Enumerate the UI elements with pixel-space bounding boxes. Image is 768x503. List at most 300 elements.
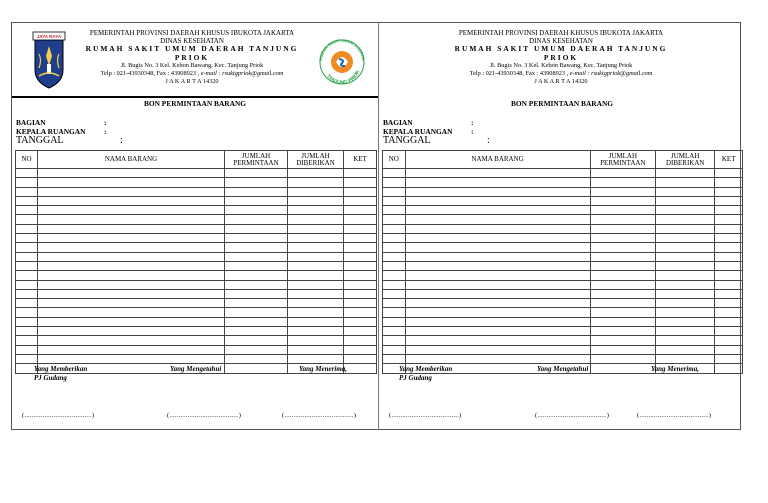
table-cell[interactable]: [656, 280, 715, 289]
table-cell[interactable]: [405, 271, 590, 280]
table-cell[interactable]: [38, 354, 225, 363]
table-cell[interactable]: [383, 169, 406, 178]
table-row: [16, 299, 377, 308]
table-cell[interactable]: [383, 336, 406, 345]
table-row: [16, 169, 377, 178]
table-cell[interactable]: [38, 187, 225, 196]
table-cell[interactable]: [225, 336, 288, 345]
table-cell[interactable]: [38, 252, 225, 261]
table-cell[interactable]: [16, 280, 38, 289]
table-cell[interactable]: [16, 178, 38, 187]
table-row: [383, 345, 743, 354]
table-cell[interactable]: [383, 224, 406, 233]
table-row: [383, 196, 743, 205]
table-cell[interactable]: [656, 178, 715, 187]
table-cell[interactable]: [344, 215, 377, 224]
table-cell[interactable]: [656, 215, 715, 224]
table-cell[interactable]: [405, 206, 590, 215]
table-cell[interactable]: [405, 345, 590, 354]
table-cell[interactable]: [383, 317, 406, 326]
table-cell[interactable]: [405, 280, 590, 289]
table-cell[interactable]: [344, 317, 377, 326]
table-cell[interactable]: [288, 243, 344, 252]
table-cell[interactable]: [344, 280, 377, 289]
table-cell[interactable]: [590, 364, 655, 373]
table-cell[interactable]: [344, 345, 377, 354]
table-cell[interactable]: [288, 271, 344, 280]
sig-giver: Yang Memberikan PJ Gudang: [34, 365, 88, 382]
dept-line: DINAS KESEHATAN: [160, 37, 224, 46]
table-cell[interactable]: [225, 178, 288, 187]
table-cell[interactable]: [16, 336, 38, 345]
table-cell[interactable]: [344, 178, 377, 187]
table-row: [383, 243, 743, 252]
table-cell[interactable]: [344, 336, 377, 345]
table-row: [383, 178, 743, 187]
table-cell[interactable]: [16, 317, 38, 326]
table-cell[interactable]: [405, 178, 590, 187]
table-row: [16, 196, 377, 205]
col-jumlah-diberikan: JUMLAH DIBERIKAN: [288, 151, 344, 169]
table-cell[interactable]: [715, 299, 743, 308]
table-cell[interactable]: [38, 289, 225, 298]
table-cell[interactable]: [225, 215, 288, 224]
table-cell[interactable]: [715, 280, 743, 289]
sig-line-giver: (.....................................): [389, 412, 462, 419]
table-cell[interactable]: [288, 215, 344, 224]
table-row: [16, 327, 377, 336]
table-cell[interactable]: [590, 178, 655, 187]
table-cell[interactable]: [715, 169, 743, 178]
table-cell[interactable]: [590, 327, 655, 336]
table-cell[interactable]: [590, 261, 655, 270]
table-cell[interactable]: [38, 271, 225, 280]
table-cell[interactable]: [16, 299, 38, 308]
table-cell[interactable]: [225, 261, 288, 270]
table-cell[interactable]: [715, 261, 743, 270]
table-cell[interactable]: [656, 345, 715, 354]
table-cell[interactable]: [16, 206, 38, 215]
table-row: [16, 224, 377, 233]
table-cell[interactable]: [16, 327, 38, 336]
table-cell[interactable]: [383, 345, 406, 354]
table-cell[interactable]: [656, 206, 715, 215]
table-cell[interactable]: [383, 327, 406, 336]
table-cell[interactable]: [590, 234, 655, 243]
table-cell[interactable]: [38, 336, 225, 345]
table-row: [383, 354, 743, 363]
table-cell[interactable]: [38, 178, 225, 187]
table-cell[interactable]: [405, 289, 590, 298]
table-row: [16, 261, 377, 270]
jakarta-seal-icon: [32, 30, 66, 90]
label-bagian: BAGIAN: [16, 118, 46, 127]
col-ket: KET: [715, 151, 743, 169]
table-cell[interactable]: [288, 234, 344, 243]
table-cell[interactable]: [38, 327, 225, 336]
table-cell[interactable]: [225, 224, 288, 233]
table-cell[interactable]: [656, 317, 715, 326]
table-cell[interactable]: [405, 336, 590, 345]
table-cell[interactable]: [225, 308, 288, 317]
table-cell[interactable]: [288, 224, 344, 233]
field-bagian: [383, 118, 474, 127]
table-cell[interactable]: [288, 178, 344, 187]
table-cell[interactable]: [383, 252, 406, 261]
table-cell[interactable]: [590, 317, 655, 326]
table-cell[interactable]: [590, 243, 655, 252]
table-row: [383, 308, 743, 317]
table-cell[interactable]: [288, 327, 344, 336]
table-cell[interactable]: [590, 252, 655, 261]
province-line: PEMERINTAH PROVINSI DAERAH KHUSUS IBUKOTA JAKARTA: [458, 29, 664, 37]
table-cell[interactable]: [16, 169, 38, 178]
hospital-logo-icon: [312, 32, 372, 92]
table-cell[interactable]: [715, 243, 743, 252]
sig-giver-sub: PJ Gudang: [34, 374, 67, 382]
table-cell[interactable]: [656, 187, 715, 196]
contact-line: [72, 70, 312, 78]
table-cell[interactable]: [715, 327, 743, 336]
table-cell[interactable]: [715, 215, 743, 224]
table-cell[interactable]: [288, 280, 344, 289]
colon: :: [487, 135, 490, 146]
table-cell[interactable]: [344, 289, 377, 298]
field-tanggal: [383, 135, 490, 146]
table-cell[interactable]: [656, 169, 715, 178]
table-cell[interactable]: [590, 299, 655, 308]
table-cell[interactable]: [225, 252, 288, 261]
form-title: BON PERMINTAAN BARANG: [143, 99, 247, 108]
table-row: [383, 252, 743, 261]
table-row: [16, 336, 377, 345]
table-cell[interactable]: [225, 299, 288, 308]
table-cell[interactable]: [656, 299, 715, 308]
col-jumlah-permintaan: JUMLAH PERMINTAAN: [225, 151, 288, 169]
table-cell[interactable]: [344, 187, 377, 196]
table-row: [16, 178, 377, 187]
sig-knower: Yang Mengetahui: [170, 365, 222, 373]
table-row: [383, 317, 743, 326]
table-cell[interactable]: [405, 243, 590, 252]
table-cell[interactable]: [590, 289, 655, 298]
table-cell[interactable]: [344, 252, 377, 261]
table-cell[interactable]: [16, 345, 38, 354]
table-cell[interactable]: [656, 234, 715, 243]
table-cell[interactable]: [344, 169, 377, 178]
col-nama-barang: NAMA BARANG: [405, 151, 590, 169]
table-row: [16, 234, 377, 243]
table-cell[interactable]: [715, 234, 743, 243]
table-cell[interactable]: [344, 271, 377, 280]
table-cell[interactable]: [383, 261, 406, 270]
label-kepala-ruangan: KEPALA RUANGAN: [383, 127, 453, 136]
table-cell[interactable]: [225, 354, 288, 363]
table-cell[interactable]: [656, 289, 715, 298]
table-cell[interactable]: [383, 215, 406, 224]
requisition-form-right: [379, 22, 745, 430]
table-cell[interactable]: [383, 299, 406, 308]
table-cell[interactable]: [590, 280, 655, 289]
table-cell[interactable]: [38, 196, 225, 205]
table-cell[interactable]: [590, 354, 655, 363]
table-cell[interactable]: [225, 196, 288, 205]
table-cell[interactable]: [405, 327, 590, 336]
table-cell[interactable]: [288, 169, 344, 178]
table-cell[interactable]: [288, 308, 344, 317]
table-cell[interactable]: [590, 215, 655, 224]
phone-fax: Telp : 021-43930348, Fax : 43908923 ,: [469, 70, 569, 78]
table-cell[interactable]: [344, 243, 377, 252]
table-row: [16, 308, 377, 317]
table-cell[interactable]: [405, 317, 590, 326]
email-text: e-mail : rsuktgpriok@gmail.com: [200, 70, 284, 78]
table-cell[interactable]: [225, 345, 288, 354]
seal-motto: JAYA RAYA: [36, 34, 62, 39]
contact-line: [441, 70, 681, 78]
colon: :: [471, 118, 474, 127]
table-cell[interactable]: [16, 234, 38, 243]
table-cell[interactable]: [590, 336, 655, 345]
table-cell[interactable]: [383, 280, 406, 289]
table-row: [16, 289, 377, 298]
table-cell[interactable]: [405, 261, 590, 270]
sig-line-giver: (.....................................): [22, 412, 95, 419]
table-cell[interactable]: [383, 308, 406, 317]
table-cell[interactable]: [405, 196, 590, 205]
sig-line-knower: (......................................): [535, 412, 610, 419]
table-cell[interactable]: [590, 187, 655, 196]
sig-giver: Yang Memberikan PJ Gudang: [399, 365, 453, 382]
table-cell[interactable]: [225, 327, 288, 336]
table-cell[interactable]: [16, 261, 38, 270]
table-cell[interactable]: [38, 234, 225, 243]
table-cell[interactable]: [383, 178, 406, 187]
table-cell[interactable]: [405, 354, 590, 363]
table-cell[interactable]: [590, 224, 655, 233]
table-cell[interactable]: [590, 308, 655, 317]
table-cell[interactable]: [16, 215, 38, 224]
table-cell[interactable]: [38, 308, 225, 317]
col-no: NO: [383, 151, 406, 169]
table-cell[interactable]: [590, 206, 655, 215]
table-cell[interactable]: [225, 206, 288, 215]
table-cell[interactable]: [38, 224, 225, 233]
table-cell[interactable]: [38, 317, 225, 326]
table-row: [383, 187, 743, 196]
table-cell[interactable]: [405, 215, 590, 224]
table-cell[interactable]: [715, 289, 743, 298]
table-cell[interactable]: [38, 169, 225, 178]
table-cell[interactable]: [656, 327, 715, 336]
table-row: [383, 327, 743, 336]
table-row: [16, 252, 377, 261]
table-cell[interactable]: [16, 224, 38, 233]
table-cell[interactable]: [590, 345, 655, 354]
table-cell[interactable]: [383, 354, 406, 363]
table-cell[interactable]: [225, 169, 288, 178]
table-cell[interactable]: [590, 169, 655, 178]
table-cell[interactable]: [715, 206, 743, 215]
table-cell[interactable]: [225, 187, 288, 196]
table-cell[interactable]: [656, 354, 715, 363]
table-cell[interactable]: [344, 308, 377, 317]
table-cell[interactable]: [288, 317, 344, 326]
sig-giver-sub: PJ Gudang: [399, 374, 432, 382]
table-cell[interactable]: [405, 169, 590, 178]
table-row: [383, 271, 743, 280]
table-cell[interactable]: [288, 299, 344, 308]
address-line: Jl. Bugis No. 3 Kel. Kebon Bawang, Kec. Tanjung Priok: [120, 61, 264, 69]
table-cell[interactable]: [225, 243, 288, 252]
table-cell[interactable]: [715, 364, 743, 373]
table-cell[interactable]: [715, 224, 743, 233]
table-cell[interactable]: [16, 243, 38, 252]
table-cell[interactable]: [344, 224, 377, 233]
table-cell[interactable]: [405, 308, 590, 317]
table-cell[interactable]: [225, 317, 288, 326]
sig-knower: Yang Mengetahui: [537, 365, 589, 373]
table-cell[interactable]: [656, 224, 715, 233]
table-cell[interactable]: [405, 224, 590, 233]
table-cell[interactable]: [38, 243, 225, 252]
table-cell[interactable]: [383, 243, 406, 252]
table-cell[interactable]: [715, 317, 743, 326]
email-text: e-mail : rsuktgpriok@gmail.com: [569, 70, 653, 78]
table-cell[interactable]: [656, 336, 715, 345]
table-cell[interactable]: [344, 196, 377, 205]
colon: :: [104, 118, 107, 127]
table-cell[interactable]: [344, 234, 377, 243]
table-cell[interactable]: [344, 327, 377, 336]
table-cell[interactable]: [16, 196, 38, 205]
table-cell[interactable]: [656, 261, 715, 270]
table-row: [16, 215, 377, 224]
table-cell[interactable]: [344, 299, 377, 308]
table-row: [383, 206, 743, 215]
table-cell[interactable]: [715, 336, 743, 345]
table-cell[interactable]: [383, 196, 406, 205]
requisition-form-left: [12, 22, 378, 430]
colon: :: [471, 127, 474, 136]
table-cell[interactable]: [16, 271, 38, 280]
col-nama-barang: NAMA BARANG: [38, 151, 225, 169]
table-cell[interactable]: [225, 271, 288, 280]
table-cell[interactable]: [656, 252, 715, 261]
sig-line-receiver: (......................................): [282, 412, 357, 419]
table-cell[interactable]: [715, 252, 743, 261]
table-cell[interactable]: [344, 354, 377, 363]
table-cell[interactable]: [405, 252, 590, 261]
table-row: [383, 234, 743, 243]
table-cell[interactable]: [288, 354, 344, 363]
table-cell[interactable]: [715, 308, 743, 317]
table-cell[interactable]: [656, 243, 715, 252]
table-cell[interactable]: [225, 280, 288, 289]
table-cell[interactable]: [590, 271, 655, 280]
table-cell[interactable]: [383, 206, 406, 215]
table-cell[interactable]: [344, 364, 377, 373]
sig-receiver: Yang Menerima,: [299, 365, 347, 373]
col-no: NO: [16, 151, 38, 169]
table-cell[interactable]: [383, 234, 406, 243]
label-bagian: BAGIAN: [383, 118, 413, 127]
svg-text:TANJUNG PRIOK: TANJUNG PRIOK: [325, 69, 362, 87]
table-cell[interactable]: [656, 271, 715, 280]
table-cell[interactable]: [405, 299, 590, 308]
table-row: [383, 215, 743, 224]
table-cell[interactable]: [38, 261, 225, 270]
table-cell[interactable]: [405, 234, 590, 243]
table-row: [383, 289, 743, 298]
table-row: [383, 261, 743, 270]
table-cell[interactable]: [715, 178, 743, 187]
table-row: [16, 243, 377, 252]
table-cell[interactable]: [16, 354, 38, 363]
table-cell[interactable]: [225, 234, 288, 243]
table-cell[interactable]: [16, 289, 38, 298]
table-cell[interactable]: [715, 187, 743, 196]
city-line: J A K A R T A 14320: [165, 78, 219, 86]
table-cell[interactable]: [344, 261, 377, 270]
label-kepala-ruangan: KEPALA RUANGAN: [16, 127, 86, 136]
table-cell[interactable]: [383, 289, 406, 298]
table-row: [16, 280, 377, 289]
table-cell[interactable]: [383, 187, 406, 196]
table-row: [16, 271, 377, 280]
table-cell[interactable]: [715, 271, 743, 280]
table-cell[interactable]: [288, 196, 344, 205]
table-cell[interactable]: [288, 336, 344, 345]
table-cell[interactable]: [38, 206, 225, 215]
sig-receiver: Yang Menerima,: [651, 365, 699, 373]
table-cell[interactable]: [715, 196, 743, 205]
table-cell[interactable]: [38, 345, 225, 354]
table-cell[interactable]: [16, 187, 38, 196]
table-cell[interactable]: [16, 252, 38, 261]
label-tanggal: TANGGAL: [383, 135, 431, 146]
sig-line-receiver: (......................................): [637, 412, 712, 419]
table-cell[interactable]: [38, 280, 225, 289]
table-cell[interactable]: [656, 308, 715, 317]
table-cell[interactable]: [288, 206, 344, 215]
table-row: [16, 354, 377, 363]
table-row: [16, 345, 377, 354]
table-cell[interactable]: [344, 206, 377, 215]
table-cell[interactable]: [288, 345, 344, 354]
table-row: [383, 280, 743, 289]
table-cell[interactable]: [288, 261, 344, 270]
table-cell[interactable]: [590, 196, 655, 205]
letterhead: [379, 27, 745, 97]
table-cell[interactable]: [38, 299, 225, 308]
table-cell[interactable]: [225, 289, 288, 298]
table-cell[interactable]: [715, 345, 743, 354]
table-cell[interactable]: [383, 271, 406, 280]
table-cell[interactable]: [715, 354, 743, 363]
table-cell[interactable]: [288, 289, 344, 298]
table-cell[interactable]: [656, 196, 715, 205]
table-cell[interactable]: [38, 215, 225, 224]
letterhead-rule: [12, 96, 378, 98]
table-cell[interactable]: [405, 187, 590, 196]
province-line: PEMERINTAH PROVINSI DAERAH KHUSUS IBUKOTA JAKARTA: [89, 29, 295, 37]
table-cell[interactable]: [288, 252, 344, 261]
table-cell[interactable]: [16, 308, 38, 317]
table-cell[interactable]: [225, 364, 288, 373]
table-cell[interactable]: [288, 187, 344, 196]
table-row: [16, 206, 377, 215]
